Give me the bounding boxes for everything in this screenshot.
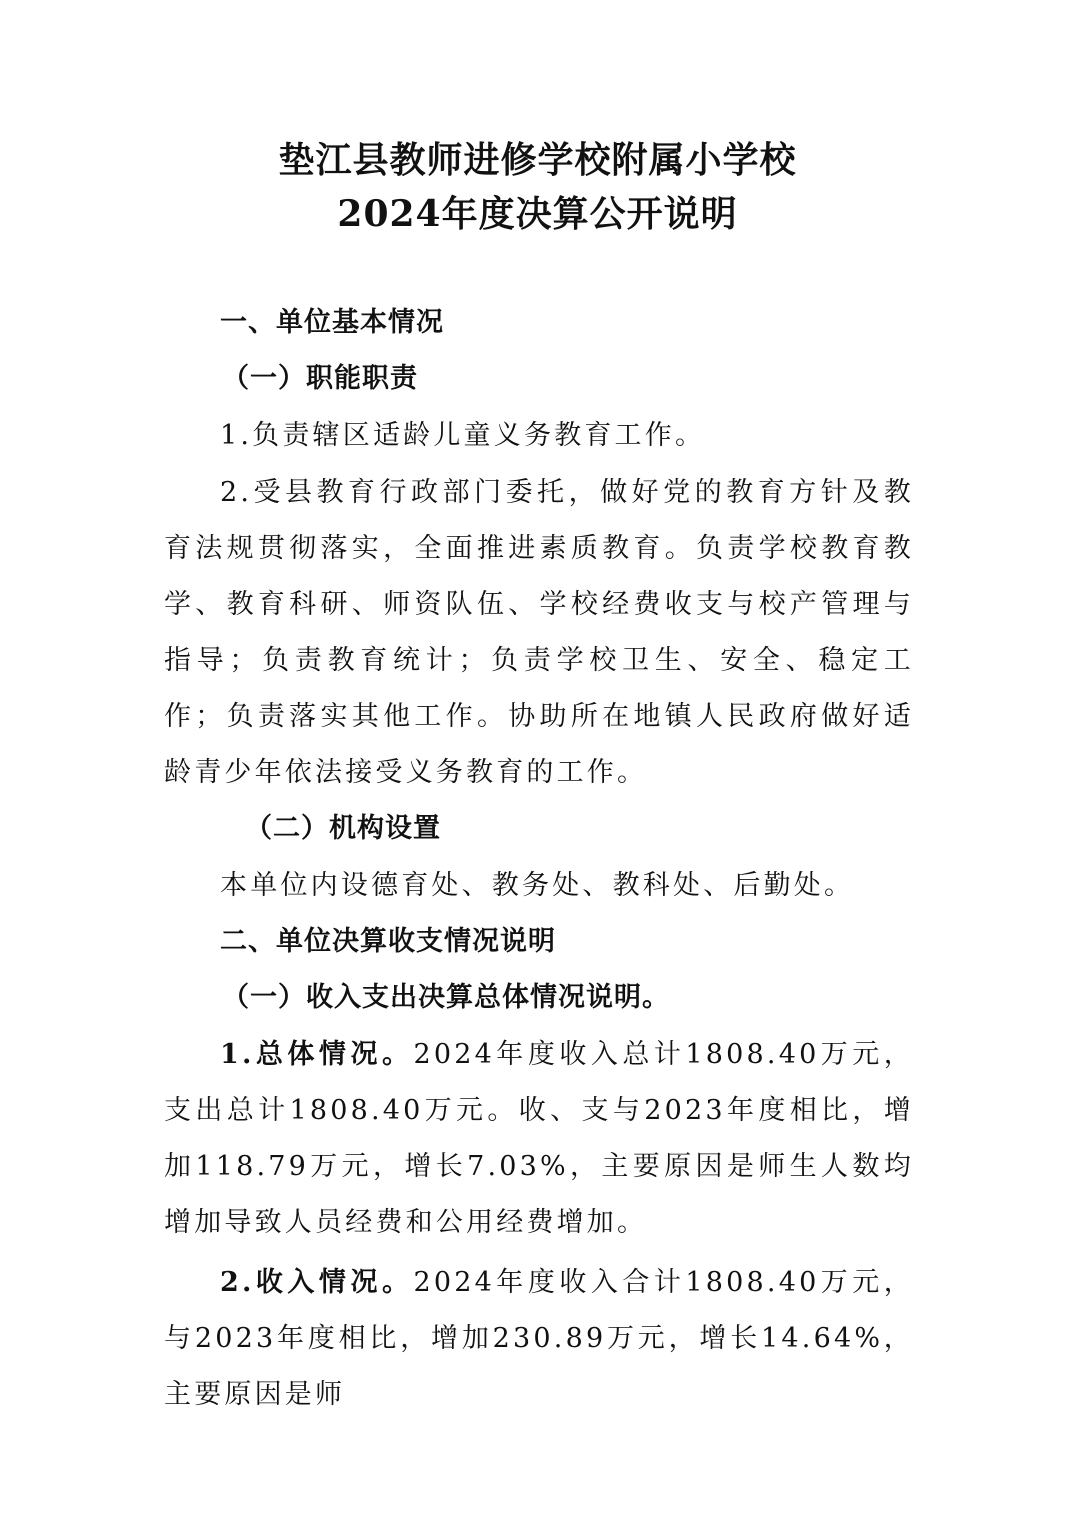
document-title-line1: 垫江县教师进修学校附属小学校	[278, 139, 797, 181]
section1-sub1-heading: （一）职能职责	[222, 363, 418, 394]
overall-label: 1.总体情况。	[220, 1039, 414, 1070]
income-text: 2024年度收入合计1808.40万元，与2023年度相比，增加230.89万元，增长14.64%，主要原因是师	[164, 1267, 914, 1410]
duty-item-1: 1.负责辖区适龄儿童义务教育工作。	[220, 420, 706, 451]
duty-item-2: 2.受县教育行政部门委托，做好党的教育方针及教育法规贯彻落实，全面推进素质教育。负责学校教育教学、教育科研、师资队伍、学校经费收支与校产管理与指导；负责教育统计；负责学校卫生、安全、稳定工作；负责落实其他工作。协助所在地镇人民政府做好适龄青少年依法接受义务教育的工作。	[164, 477, 914, 788]
section1-heading: 一、单位基本情况	[220, 307, 444, 338]
income-paragraph	[164, 1255, 914, 1423]
overall-text: 2024年度收入总计1808.40万元，支出总计1808.40万元。收、支与2023年度相比，增加118.79万元，增长7.03%，主要原因是师生人数均增加导致人员经费和公用经费增加。	[164, 1039, 914, 1238]
section1-sub2-heading: （二）机构设置	[245, 813, 441, 844]
section2-heading: 二、单位决算收支情况说明	[220, 926, 556, 957]
document-title-line2: 2024年度决算公开说明	[337, 193, 738, 235]
income-label: 2.收入情况。	[220, 1267, 414, 1298]
org-setup-text: 本单位内设德育处、教务处、教科处、后勤处。	[220, 870, 855, 901]
section2-sub1-heading: （一）收入支出决算总体情况说明。	[222, 982, 670, 1013]
overall-paragraph	[164, 1027, 914, 1251]
